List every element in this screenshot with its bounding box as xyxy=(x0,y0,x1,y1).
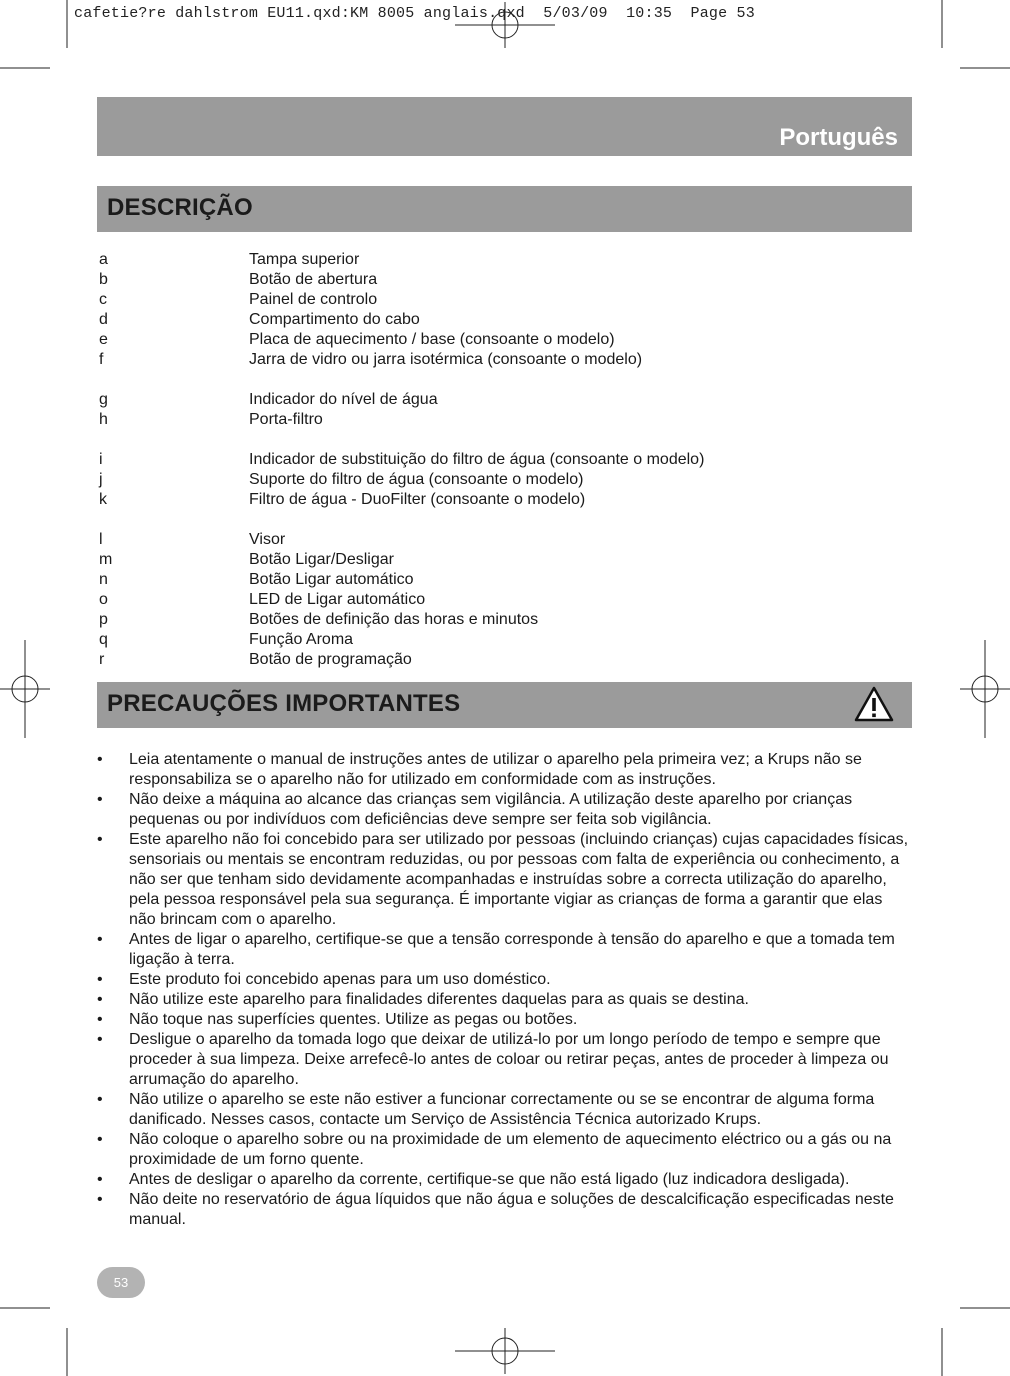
part-letter: o xyxy=(99,591,108,608)
part-label: Função Aroma xyxy=(249,631,354,648)
part-label: Botão de abertura xyxy=(249,271,378,288)
part-item xyxy=(99,270,899,290)
list-item xyxy=(97,790,912,830)
part-item xyxy=(99,410,899,430)
precaution-text: Desligue o aparelho da tomada logo que deixar de utilizá-lo por um longo período de tempo e sempre que proceder à sua limpeza. Deixe arrefecê-lo antes de coloar ou retirar peças, antes de proceder à limpeza ou arrumação do aparelho. xyxy=(129,1031,889,1088)
precaution-text: Não coloque o aparelho sobre ou na proximidade de um elemento de aquecimento eléctrico ou a gás ou na proximidade de um forno quente. xyxy=(129,1131,892,1168)
bullet-glyph: • xyxy=(97,991,103,1008)
part-letter: d xyxy=(99,311,108,328)
part-item xyxy=(99,530,899,550)
part-label: Porta-filtro xyxy=(249,411,323,428)
part-item xyxy=(99,490,899,510)
bullet-glyph: • xyxy=(97,1091,103,1108)
precaution-text: Este produto foi concebido apenas para um uso doméstico. xyxy=(129,971,551,988)
precaution-text: Não deite no reservatório de água líquidos que não água e soluções de descalcificação especificadas neste manual. xyxy=(129,1191,894,1228)
parts-list xyxy=(99,250,899,670)
part-label: Botão Ligar automático xyxy=(249,571,414,588)
precautions-section-header xyxy=(97,682,912,728)
precaution-text: Não deixe a máquina ao alcance das crianças sem vigilância. A utilização deste aparelho por crianças pequenas ou por indivíduos com deficiências deve sempre ser feita sob vigilância. xyxy=(129,791,853,828)
list-item xyxy=(97,830,912,930)
part-letter: q xyxy=(99,631,108,648)
part-label: Indicador de substituição do filtro de água (consoante o modelo) xyxy=(249,451,705,468)
part-label: Compartimento do cabo xyxy=(249,311,420,328)
bullet-glyph: • xyxy=(97,1031,103,1048)
print-slug: cafetie?re dahlstrom EU11.qxd:KM 8005 anglais.qxd 5/03/09 10:35 Page 53 xyxy=(74,5,755,22)
list-item xyxy=(97,970,912,990)
part-item xyxy=(99,590,899,610)
part-item xyxy=(99,630,899,650)
page-number: 53 xyxy=(97,1267,145,1298)
precaution-text: Este aparelho não foi concebido para ser utilizado por pessoas (incluindo crianças) cujas capacidades físicas, sensoriais ou mentais se encontram reduzidas, ou por pessoas com falta de experiência ou conhecimento, a não ser que tenham sido devidamente acompanhadas e instruídas sobre a correcta utilização do aparelho, pela pessoa responsável pela sua segurança. É importante vigiar as crianças de forma a garantir que elas não brincam com o aparelho. xyxy=(129,831,909,928)
precaution-text: Não toque nas superfícies quentes. Utilize as pegas ou botões. xyxy=(129,1011,578,1028)
list-item xyxy=(97,1030,912,1090)
bullet-glyph: • xyxy=(97,1131,103,1148)
part-label: Suporte do filtro de água (consoante o modelo) xyxy=(249,471,584,488)
bullet-glyph: • xyxy=(97,1011,103,1028)
part-letter: h xyxy=(99,411,108,428)
part-item xyxy=(99,250,899,270)
list-item xyxy=(97,1190,912,1230)
list-item xyxy=(97,1010,912,1030)
precaution-text: Não utilize este aparelho para finalidades diferentes daquelas para as quais se destina. xyxy=(129,991,749,1008)
bullet-glyph: • xyxy=(97,751,103,768)
list-item xyxy=(97,990,912,1010)
part-label: Jarra de vidro ou jarra isotérmica (consoante o modelo) xyxy=(249,351,643,368)
bullet-glyph: • xyxy=(97,971,103,988)
part-label: Botões de definição das horas e minutos xyxy=(249,611,539,628)
bullet-glyph: • xyxy=(97,1171,103,1188)
precaution-text: Não utilize o aparelho se este não estiver a funcionar correctamente ou se se encontrar de alguma forma danificado. Nesses casos, contacte um Serviço de Assistência Técnica autorizado Krups. xyxy=(129,1091,875,1128)
part-item xyxy=(99,610,899,630)
part-item xyxy=(99,470,899,490)
part-item xyxy=(99,450,899,470)
part-item xyxy=(99,350,899,370)
list-item xyxy=(97,930,912,970)
list-item xyxy=(97,750,912,790)
language-header-bar xyxy=(97,97,912,156)
part-label: LED de Ligar automático xyxy=(249,591,426,608)
list-item xyxy=(97,1170,912,1190)
part-letter: f xyxy=(99,351,104,368)
part-letter: k xyxy=(99,491,107,508)
part-item xyxy=(99,330,899,350)
part-letter: g xyxy=(99,391,108,408)
part-label: Indicador do nível de água xyxy=(249,391,438,408)
precaution-text: Antes de desligar o aparelho da corrente, certifique-se que não está ligado (luz indicadora desligada). xyxy=(129,1171,850,1188)
part-item xyxy=(99,290,899,310)
warning-triangle-icon xyxy=(853,685,895,723)
part-label: Tampa superior xyxy=(249,251,360,268)
part-letter: p xyxy=(99,611,108,628)
description-title: DESCRIÇÃO xyxy=(107,194,253,221)
part-letter: j xyxy=(99,471,103,488)
part-letter: n xyxy=(99,571,108,588)
part-label: Visor xyxy=(249,531,286,548)
part-item xyxy=(99,310,899,330)
part-label: Placa de aquecimento / base (consoante o modelo) xyxy=(249,331,615,348)
bullet-glyph: • xyxy=(97,1191,103,1208)
part-label: Botão de programação xyxy=(249,651,412,668)
bullet-glyph: • xyxy=(97,931,103,948)
part-letter: c xyxy=(99,291,107,308)
part-label: Botão Ligar/Desligar xyxy=(249,551,394,568)
part-letter: m xyxy=(99,551,113,568)
part-label: Painel de controlo xyxy=(249,291,378,308)
precautions-list xyxy=(97,750,912,1230)
part-letter: r xyxy=(99,651,105,668)
bullet-glyph: • xyxy=(97,791,103,808)
precaution-text: Leia atentamente o manual de instruções antes de utilizar o aparelho pela primeira vez; a Krups não se responsabiliza se o aparelho não for utilizado em conformidade com as instruções. xyxy=(129,751,862,788)
list-item xyxy=(97,1090,912,1130)
precautions-title: PRECAUÇÕES IMPORTANTES xyxy=(107,690,461,717)
part-letter: l xyxy=(99,531,103,548)
list-item xyxy=(97,1130,912,1170)
part-item xyxy=(99,570,899,590)
part-letter: b xyxy=(99,271,108,288)
description-section-header xyxy=(97,186,912,232)
bullet-glyph: • xyxy=(97,831,103,848)
part-item xyxy=(99,550,899,570)
part-item xyxy=(99,390,899,410)
language-title: Português xyxy=(779,124,898,151)
part-label: Filtro de água - DuoFilter (consoante o modelo) xyxy=(249,491,586,508)
part-item xyxy=(99,650,899,670)
part-letter: i xyxy=(99,451,103,468)
precaution-text: Antes de ligar o aparelho, certifique-se que a tensão corresponde à tensão do aparelho e que a tomada tem ligação à terra. xyxy=(129,931,895,968)
part-letter: a xyxy=(99,251,108,268)
part-letter: e xyxy=(99,331,108,348)
